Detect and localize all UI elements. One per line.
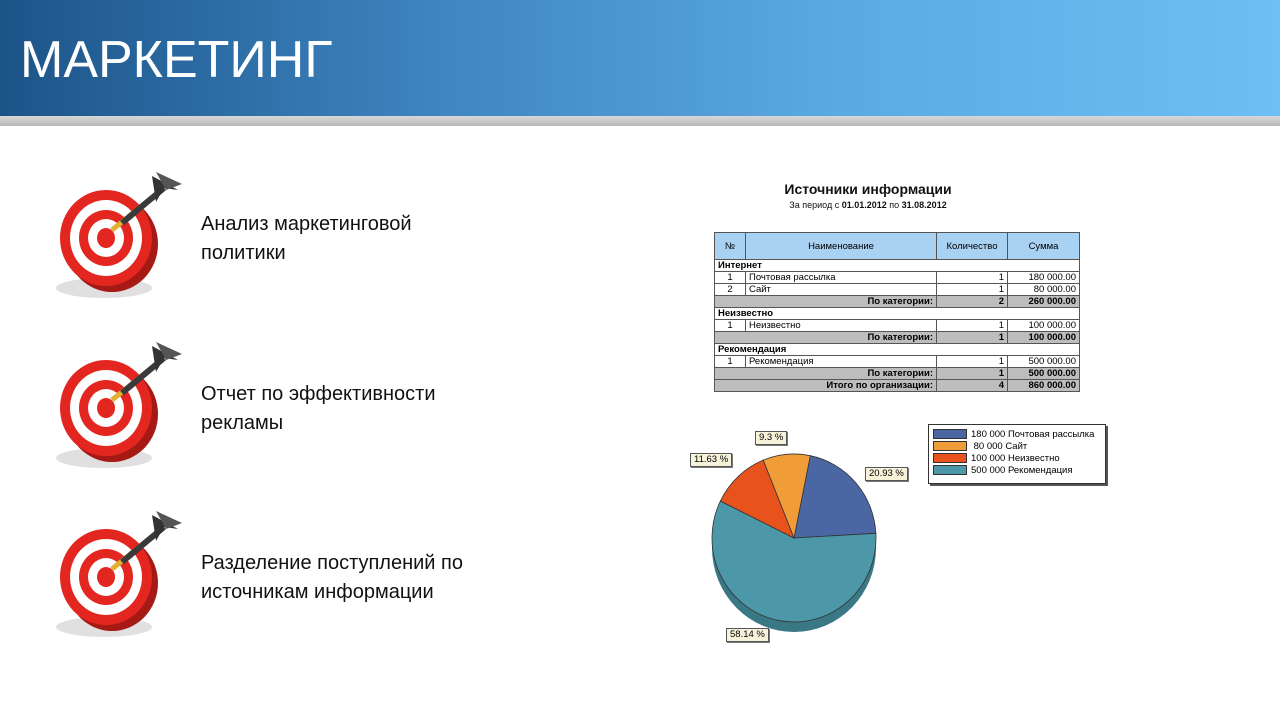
- list-item: [52, 168, 612, 308]
- table-row: [715, 356, 1080, 368]
- legend-label: 80 000 Сайт: [971, 441, 1028, 452]
- legend-item: [933, 465, 1073, 476]
- category-row: [715, 260, 1080, 272]
- total-qty: 4: [937, 380, 1008, 392]
- cell-name: Почтовая рассылка: [746, 272, 937, 284]
- cell-no: 1: [715, 272, 746, 284]
- legend-label: 180 000 Почтовая рассылка: [971, 429, 1095, 440]
- category-label: Неизвестно: [715, 308, 1080, 320]
- report-subtitle: [650, 200, 1086, 210]
- cell-qty: 1: [937, 272, 1008, 284]
- col-qty: Количество: [937, 233, 1008, 260]
- subtitle-prefix: За период с: [789, 200, 842, 210]
- legend-label: 500 000 Рекомендация: [971, 465, 1073, 476]
- subtotal-label: По категории:: [715, 296, 937, 308]
- list-item-line: политики: [201, 242, 286, 264]
- chart-legend: [928, 424, 1106, 484]
- list-item-text: [201, 549, 531, 607]
- cell-sum: 180 000.00: [1008, 272, 1080, 284]
- date-from: 01.01.2012: [841, 200, 887, 210]
- list-item-line: Анализ маркетинговой: [201, 213, 412, 235]
- list-item-text: [201, 210, 531, 268]
- cell-no: 1: [715, 320, 746, 332]
- list-item-line: источникам информации: [201, 581, 434, 603]
- subtotal-row: [715, 296, 1080, 308]
- col-name: Наименование: [746, 233, 937, 260]
- subtitle-mid: по: [886, 200, 902, 210]
- cell-no: 2: [715, 284, 746, 296]
- date-to: 31.08.2012: [901, 200, 947, 210]
- table-row: [715, 284, 1080, 296]
- cell-name: Неизвестно: [746, 320, 937, 332]
- list-item: [52, 338, 612, 478]
- legend-swatch: [933, 453, 967, 463]
- legend-swatch: [933, 441, 967, 451]
- table-body: [715, 260, 1080, 392]
- cell-qty: 1: [937, 284, 1008, 296]
- cell-sum: 500 000.00: [1008, 356, 1080, 368]
- cell-name: Рекомендация: [746, 356, 937, 368]
- category-label: Интернет: [715, 260, 1080, 272]
- subtotal-sum: 500 000.00: [1008, 368, 1080, 380]
- pie-label-mail: 20.93 %: [865, 467, 908, 481]
- pie-label-unknown: 11.63 %: [690, 453, 732, 467]
- list-item: [52, 507, 612, 647]
- legend-swatch: [933, 465, 967, 475]
- cell-no: 1: [715, 356, 746, 368]
- subtotal-sum: 260 000.00: [1008, 296, 1080, 308]
- cell-sum: 80 000.00: [1008, 284, 1080, 296]
- col-no: №: [715, 233, 746, 260]
- legend-item: [933, 429, 1094, 440]
- subtotal-qty: 1: [937, 332, 1008, 344]
- category-row: [715, 308, 1080, 320]
- pie-label-recommend: 58.14 %: [726, 628, 769, 642]
- col-sum: Сумма: [1008, 233, 1080, 260]
- cell-qty: 1: [937, 320, 1008, 332]
- page-title: МАРКЕТИНГ: [20, 31, 333, 89]
- subtotal-qty: 2: [937, 296, 1008, 308]
- target-dart-icon: [52, 168, 192, 308]
- subtotal-row: [715, 368, 1080, 380]
- list-item-line: Разделение поступлений по: [201, 552, 463, 574]
- subtotal-qty: 1: [937, 368, 1008, 380]
- target-dart-icon: [52, 507, 192, 647]
- subtotal-label: По категории:: [715, 368, 937, 380]
- list-item-line: Отчет по эффективности: [201, 383, 436, 405]
- subtotal-label: По категории:: [715, 332, 937, 344]
- pie-label-site: 9.3 %: [755, 431, 787, 445]
- cell-qty: 1: [937, 356, 1008, 368]
- subtotal-sum: 100 000.00: [1008, 332, 1080, 344]
- total-sum: 860 000.00: [1008, 380, 1080, 392]
- report-title: Источники информации: [784, 181, 952, 197]
- cell-name: Сайт: [746, 284, 937, 296]
- legend-label: 100 000 Неизвестно: [971, 453, 1060, 464]
- category-row: [715, 344, 1080, 356]
- table-header-row: [715, 233, 1080, 260]
- list-item-line: рекламы: [201, 412, 284, 434]
- legend-swatch: [933, 429, 967, 439]
- report-table: [714, 232, 1080, 392]
- legend-item: [933, 453, 1060, 464]
- total-row: [715, 380, 1080, 392]
- cell-sum: 100 000.00: [1008, 320, 1080, 332]
- legend-item: [933, 441, 1027, 452]
- header-divider: [0, 116, 1280, 126]
- table-row: [715, 272, 1080, 284]
- total-label: Итого по организации:: [715, 380, 937, 392]
- table-row: [715, 320, 1080, 332]
- category-label: Рекомендация: [715, 344, 1080, 356]
- list-item-text: [201, 380, 531, 438]
- subtotal-row: [715, 332, 1080, 344]
- target-dart-icon: [52, 338, 192, 478]
